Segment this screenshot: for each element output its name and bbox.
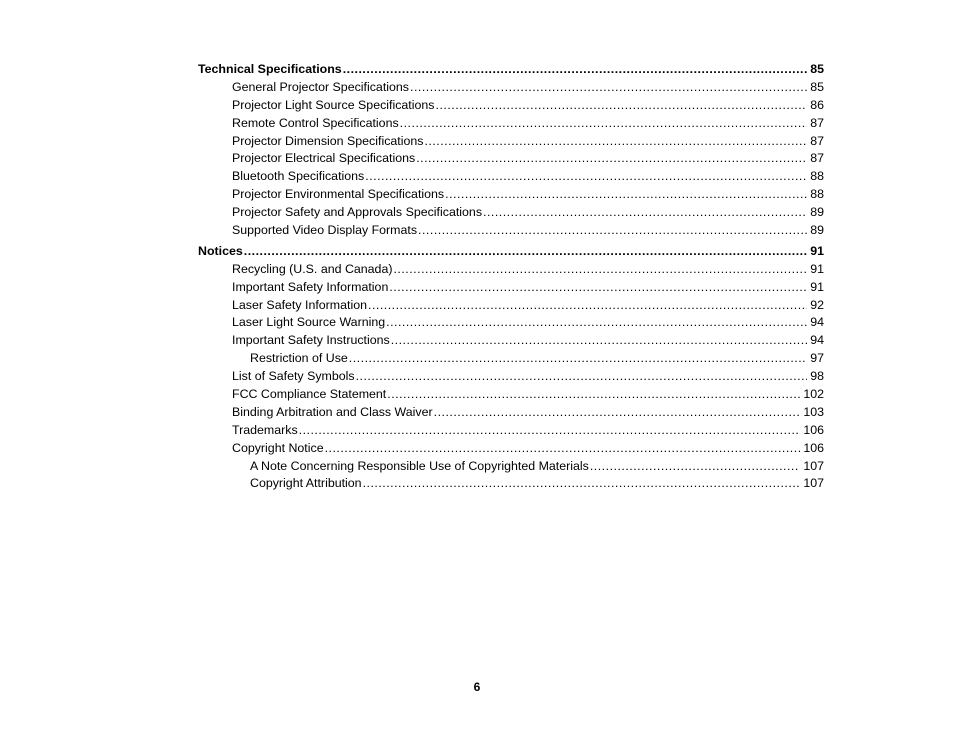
toc-dot-leader xyxy=(400,115,808,133)
toc-entry-page: 87 xyxy=(810,151,824,166)
toc-entry[interactable] xyxy=(198,314,824,332)
toc-entry-title: Important Safety Information xyxy=(232,279,389,294)
toc-dot-leader xyxy=(424,133,807,151)
toc-dot-leader xyxy=(590,458,800,476)
toc-entry[interactable] xyxy=(198,261,824,279)
toc-entry-page: 91 xyxy=(810,279,824,294)
toc-dot-leader xyxy=(365,168,807,186)
toc-entry-title: Copyright Attribution xyxy=(250,476,362,491)
toc-entry-page: 107 xyxy=(803,476,824,491)
toc-entry-title: Projector Dimension Specifications xyxy=(232,133,424,148)
toc-entry-title: Remote Control Specifications xyxy=(232,115,399,130)
toc-entry-page: 106 xyxy=(803,440,824,455)
toc-entry-title: A Note Concerning Responsible Use of Copyrighted Materials xyxy=(250,458,589,473)
toc-entry-page: 87 xyxy=(810,133,824,148)
toc-dot-leader xyxy=(434,404,801,422)
toc-entry[interactable] xyxy=(198,168,824,186)
toc-entry[interactable] xyxy=(198,79,824,97)
toc-entry-page: 106 xyxy=(803,422,824,437)
toc-entry-page: 91 xyxy=(810,261,824,276)
toc-dot-leader xyxy=(393,261,807,279)
toc-dot-leader xyxy=(483,204,807,222)
toc-entry-page: 87 xyxy=(810,115,824,130)
toc-entry-title: List of Safety Symbols xyxy=(232,369,355,384)
toc-entry[interactable] xyxy=(198,279,824,297)
toc-entry-title: Bluetooth Specifications xyxy=(232,169,365,184)
toc-entry[interactable] xyxy=(198,297,824,315)
toc-dot-leader xyxy=(416,150,807,168)
toc-entry-page: 94 xyxy=(810,315,824,330)
toc-entry-page: 88 xyxy=(810,169,824,184)
table-of-contents xyxy=(198,61,824,493)
toc-dot-leader xyxy=(349,350,807,368)
toc-dot-leader xyxy=(389,279,807,297)
toc-dot-leader xyxy=(386,314,807,332)
toc-entry-page: 102 xyxy=(803,387,824,402)
toc-section-entry[interactable] xyxy=(198,243,824,261)
toc-entry[interactable] xyxy=(198,404,824,422)
toc-dot-leader xyxy=(244,243,807,261)
toc-entry-title: Binding Arbitration and Class Waiver xyxy=(232,404,433,419)
toc-entry-title: Trademarks xyxy=(232,422,298,437)
toc-dot-leader xyxy=(418,222,807,240)
toc-entry-page: 91 xyxy=(810,243,824,258)
toc-entry[interactable] xyxy=(198,204,824,222)
toc-entry[interactable] xyxy=(198,222,824,240)
toc-entry[interactable] xyxy=(198,350,824,368)
toc-entry-title: Technical Specifications xyxy=(198,62,342,76)
toc-dot-leader xyxy=(410,79,807,97)
toc-entry[interactable] xyxy=(198,97,824,115)
toc-entry-page: 89 xyxy=(810,223,824,238)
toc-dot-leader xyxy=(436,97,808,115)
toc-dot-leader xyxy=(356,368,808,386)
toc-entry[interactable] xyxy=(198,475,824,493)
toc-entry-title: Projector Environmental Specifications xyxy=(232,187,445,202)
toc-entry[interactable] xyxy=(198,440,824,458)
toc-entry-page: 85 xyxy=(810,62,824,76)
toc-entry-page: 94 xyxy=(810,333,824,348)
toc-entry[interactable] xyxy=(198,332,824,350)
toc-entry[interactable] xyxy=(198,186,824,204)
toc-dot-leader xyxy=(343,61,808,79)
toc-dot-leader xyxy=(387,386,800,404)
toc-entry-title: FCC Compliance Statement xyxy=(232,387,387,402)
toc-dot-leader xyxy=(391,332,807,350)
toc-dot-leader xyxy=(368,297,807,315)
toc-entry-page: 103 xyxy=(803,404,824,419)
toc-entry-title: Laser Safety Information xyxy=(232,297,367,312)
toc-entry[interactable] xyxy=(198,368,824,386)
toc-entry[interactable] xyxy=(198,150,824,168)
toc-section-entry[interactable] xyxy=(198,61,824,79)
toc-dot-leader xyxy=(363,475,801,493)
toc-entry[interactable] xyxy=(198,386,824,404)
toc-entry-page: 107 xyxy=(803,458,824,473)
toc-entry-title: Projector Light Source Specifications xyxy=(232,97,435,112)
toc-entry-title: Copyright Notice xyxy=(232,440,324,455)
page-number: 6 xyxy=(473,680,481,694)
toc-entry[interactable] xyxy=(198,422,824,440)
toc-entry[interactable] xyxy=(198,115,824,133)
toc-dot-leader xyxy=(445,186,807,204)
toc-dot-leader xyxy=(299,422,801,440)
toc-entry-page: 97 xyxy=(810,351,824,366)
toc-entry-page: 88 xyxy=(810,187,824,202)
toc-entry-title: General Projector Specifications xyxy=(232,79,409,94)
toc-dot-leader xyxy=(325,440,801,458)
toc-entry[interactable] xyxy=(198,458,824,476)
toc-entry-page: 85 xyxy=(810,79,824,94)
toc-entry-title: Recycling (U.S. and Canada) xyxy=(232,261,393,276)
toc-entry-title: Supported Video Display Formats xyxy=(232,223,418,238)
toc-entry-page: 86 xyxy=(810,97,824,112)
toc-entry-title: Projector Safety and Approvals Specifications xyxy=(232,205,483,220)
toc-entry-title: Notices xyxy=(198,243,243,258)
toc-entry-title: Important Safety Instructions xyxy=(232,333,390,348)
toc-entry[interactable] xyxy=(198,133,824,151)
toc-entry-page: 98 xyxy=(810,369,824,384)
toc-entry-title: Laser Light Source Warning xyxy=(232,315,386,330)
toc-entry-title: Restriction of Use xyxy=(250,351,348,366)
toc-entry-page: 89 xyxy=(810,205,824,220)
toc-entry-title: Projector Electrical Specifications xyxy=(232,151,416,166)
toc-entry-page: 92 xyxy=(810,297,824,312)
